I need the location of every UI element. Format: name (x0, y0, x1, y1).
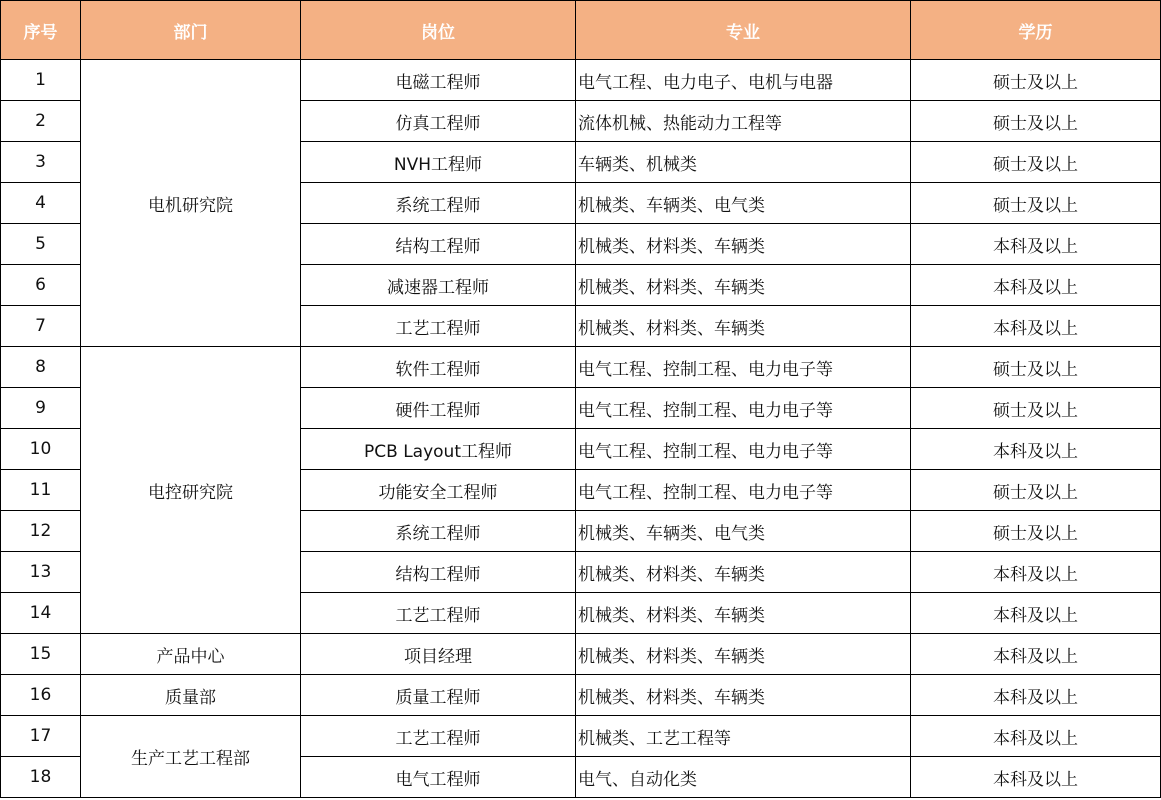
major-cell: 机械类、材料类、车辆类 (576, 675, 911, 716)
row-index: 1 (1, 60, 81, 101)
position-cell: 结构工程师 (301, 552, 576, 593)
department-cell: 质量部 (81, 675, 301, 716)
position-cell: 项目经理 (301, 634, 576, 675)
header-education: 学历 (911, 1, 1161, 60)
table-row (1, 347, 1161, 388)
row-index: 5 (1, 224, 81, 265)
education-cell: 本科及以上 (911, 224, 1161, 265)
major-cell: 电气、自动化类 (576, 757, 911, 798)
position-cell: 仿真工程师 (301, 101, 576, 142)
education-cell: 本科及以上 (911, 716, 1161, 757)
major-cell: 机械类、车辆类、电气类 (576, 183, 911, 224)
position-cell: 结构工程师 (301, 224, 576, 265)
row-index: 11 (1, 470, 81, 511)
major-cell: 电气工程、控制工程、电力电子等 (576, 347, 911, 388)
department-cell: 生产工艺工程部 (81, 716, 301, 798)
major-cell: 机械类、材料类、车辆类 (576, 265, 911, 306)
table-row (1, 716, 1161, 757)
department-cell: 电控研究院 (81, 347, 301, 634)
position-cell: 工艺工程师 (301, 306, 576, 347)
education-cell: 本科及以上 (911, 306, 1161, 347)
row-index: 18 (1, 757, 81, 798)
major-cell: 电气工程、控制工程、电力电子等 (576, 388, 911, 429)
education-cell: 硕士及以上 (911, 183, 1161, 224)
education-cell: 硕士及以上 (911, 470, 1161, 511)
department-cell: 产品中心 (81, 634, 301, 675)
major-cell: 机械类、材料类、车辆类 (576, 552, 911, 593)
row-index: 4 (1, 183, 81, 224)
position-cell: PCB Layout工程师 (301, 429, 576, 470)
header-index: 序号 (1, 1, 81, 60)
position-cell: 工艺工程师 (301, 593, 576, 634)
major-cell: 电气工程、控制工程、电力电子等 (576, 470, 911, 511)
table-row (1, 634, 1161, 675)
row-index: 9 (1, 388, 81, 429)
position-cell: 减速器工程师 (301, 265, 576, 306)
education-cell: 硕士及以上 (911, 142, 1161, 183)
row-index: 16 (1, 675, 81, 716)
position-cell: 电气工程师 (301, 757, 576, 798)
row-index: 12 (1, 511, 81, 552)
education-cell: 硕士及以上 (911, 347, 1161, 388)
major-cell: 电气工程、控制工程、电力电子等 (576, 429, 911, 470)
education-cell: 硕士及以上 (911, 60, 1161, 101)
row-index: 7 (1, 306, 81, 347)
table-row (1, 60, 1161, 101)
row-index: 6 (1, 265, 81, 306)
education-cell: 本科及以上 (911, 634, 1161, 675)
row-index: 2 (1, 101, 81, 142)
position-cell: 工艺工程师 (301, 716, 576, 757)
education-cell: 硕士及以上 (911, 511, 1161, 552)
row-index: 14 (1, 593, 81, 634)
table-row (1, 675, 1161, 716)
position-cell: 功能安全工程师 (301, 470, 576, 511)
major-cell: 流体机械、热能动力工程等 (576, 101, 911, 142)
header-row (1, 1, 1161, 60)
education-cell: 硕士及以上 (911, 388, 1161, 429)
education-cell: 本科及以上 (911, 593, 1161, 634)
row-index: 10 (1, 429, 81, 470)
position-cell: 系统工程师 (301, 183, 576, 224)
row-index: 3 (1, 142, 81, 183)
position-cell: 系统工程师 (301, 511, 576, 552)
major-cell: 电气工程、电力电子、电机与电器 (576, 60, 911, 101)
header-major: 专业 (576, 1, 911, 60)
major-cell: 机械类、材料类、车辆类 (576, 593, 911, 634)
header-position: 岗位 (301, 1, 576, 60)
education-cell: 硕士及以上 (911, 101, 1161, 142)
position-cell: 软件工程师 (301, 347, 576, 388)
education-cell: 本科及以上 (911, 552, 1161, 593)
position-cell: 质量工程师 (301, 675, 576, 716)
major-cell: 机械类、材料类、车辆类 (576, 634, 911, 675)
row-index: 15 (1, 634, 81, 675)
position-cell: NVH工程师 (301, 142, 576, 183)
row-index: 8 (1, 347, 81, 388)
education-cell: 本科及以上 (911, 265, 1161, 306)
position-cell: 硬件工程师 (301, 388, 576, 429)
education-cell: 本科及以上 (911, 675, 1161, 716)
education-cell: 本科及以上 (911, 429, 1161, 470)
education-cell: 本科及以上 (911, 757, 1161, 798)
position-cell: 电磁工程师 (301, 60, 576, 101)
row-index: 17 (1, 716, 81, 757)
major-cell: 机械类、工艺工程等 (576, 716, 911, 757)
major-cell: 机械类、材料类、车辆类 (576, 224, 911, 265)
header-department: 部门 (81, 1, 301, 60)
major-cell: 机械类、材料类、车辆类 (576, 306, 911, 347)
row-index: 13 (1, 552, 81, 593)
department-cell: 电机研究院 (81, 60, 301, 347)
major-cell: 车辆类、机械类 (576, 142, 911, 183)
major-cell: 机械类、车辆类、电气类 (576, 511, 911, 552)
